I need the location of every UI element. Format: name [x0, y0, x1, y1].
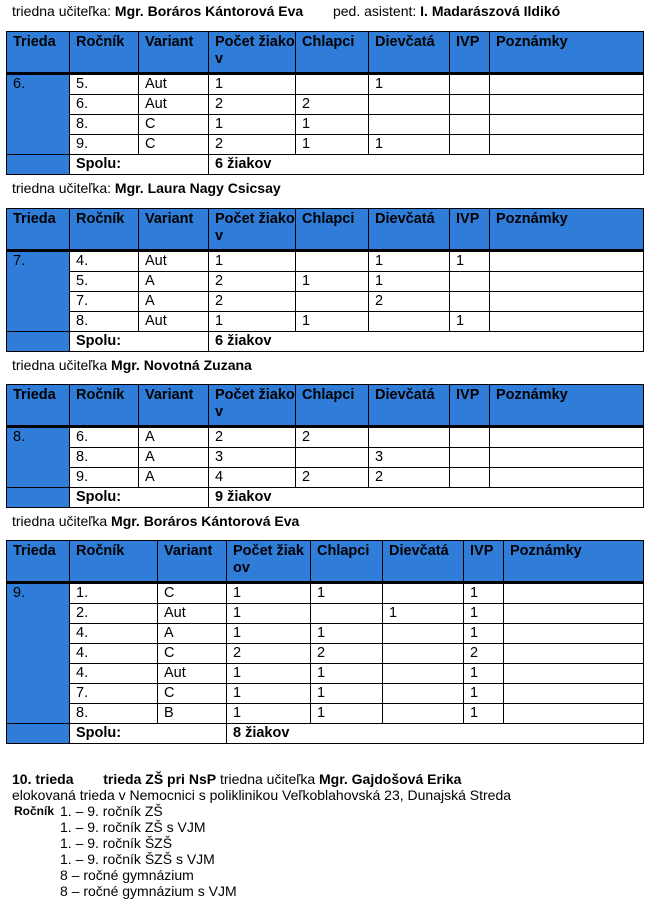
header-chlapci: Chlapci	[296, 209, 369, 251]
spolu-label: Spolu:	[70, 488, 209, 508]
trieda-type: trieda ZŠ pri NsP	[103, 771, 217, 787]
header-chlapci: Chlapci	[296, 32, 369, 74]
cell: 1	[464, 604, 504, 624]
cell: 8.	[70, 115, 139, 135]
cell	[450, 135, 490, 155]
header-row	[7, 209, 644, 251]
cell	[504, 664, 644, 684]
teacher-name: Mgr. Gajdošová Erika	[319, 771, 462, 787]
cell	[450, 272, 490, 292]
cell: Aut	[158, 604, 227, 624]
cell: 1	[464, 583, 504, 604]
blank-cell	[7, 488, 70, 508]
cell	[504, 604, 644, 624]
cell	[450, 292, 490, 312]
header-trieda: Trieda	[7, 209, 70, 251]
cell: 1	[369, 272, 450, 292]
cell: 1	[464, 684, 504, 704]
cell: Aut	[139, 95, 209, 115]
cell: 4	[209, 468, 296, 488]
cell: 8.	[70, 448, 139, 468]
cell: 1	[464, 624, 504, 644]
cell: 1	[209, 74, 296, 95]
spolu-total: 6 žiakov	[209, 155, 644, 175]
cell: C	[158, 583, 227, 604]
cell: 2	[209, 272, 296, 292]
cell: A	[139, 427, 209, 448]
blank-cell	[7, 332, 70, 352]
cell: Aut	[158, 664, 227, 684]
cell: 2	[296, 95, 369, 115]
table-row	[7, 664, 644, 684]
spolu-total: 8 žiakov	[227, 724, 644, 744]
header-poznamky: Poznámky	[490, 32, 644, 74]
header-rocnik: Ročník	[70, 209, 139, 251]
rocnik-label: Ročník	[14, 804, 55, 818]
header-row	[7, 541, 644, 583]
cell: B	[158, 704, 227, 724]
table-row	[7, 684, 644, 704]
total-row	[7, 155, 644, 175]
cell	[490, 427, 644, 448]
cell: 1	[227, 624, 311, 644]
cell: 6.	[70, 95, 139, 115]
table-row	[7, 644, 644, 664]
assistant-label: ped. asistent:	[332, 3, 417, 19]
header-poznamky: Poznámky	[490, 209, 644, 251]
header-ivp: IVP	[450, 32, 490, 74]
spolu-total: 9 žiakov	[209, 488, 644, 508]
cell: 1	[296, 312, 369, 332]
trieda-number: 10. trieda	[12, 771, 74, 787]
total-row	[7, 332, 644, 352]
teacher-label: triedna učiteľka	[12, 357, 108, 373]
table-row	[7, 95, 644, 115]
class-table-9	[6, 540, 644, 744]
cell	[490, 115, 644, 135]
header-poznamky: Poznámky	[490, 385, 644, 427]
table-row	[7, 251, 644, 272]
cell: 4.	[70, 624, 158, 644]
cell	[450, 448, 490, 468]
cell	[369, 312, 450, 332]
teacher-label: triedna učiteľka	[12, 513, 108, 529]
cell	[490, 292, 644, 312]
cell	[504, 644, 644, 664]
cell	[296, 251, 369, 272]
cell: 1	[296, 115, 369, 135]
header-ivp: IVP	[450, 209, 490, 251]
header-pocet: Počet žiakov	[209, 32, 296, 74]
cell	[490, 251, 644, 272]
header-dievcata: Dievčatá	[369, 32, 450, 74]
cell	[450, 95, 490, 115]
cell: 1.	[70, 583, 158, 604]
cell: 9.	[70, 135, 139, 155]
cell	[450, 468, 490, 488]
cell: 1	[383, 604, 464, 624]
header-ivp: IVP	[464, 541, 504, 583]
rocnik-list	[60, 803, 237, 899]
spolu-label: Spolu:	[70, 332, 209, 352]
cell: 2	[369, 468, 450, 488]
table-row	[7, 604, 644, 624]
header-pocet: Počet žiakov	[209, 385, 296, 427]
cell: 2	[296, 427, 369, 448]
cell	[296, 292, 369, 312]
cell	[369, 427, 450, 448]
header-variant: Variant	[139, 32, 209, 74]
header-dievcata: Dievčatá	[383, 541, 464, 583]
cell	[383, 624, 464, 644]
cell	[504, 704, 644, 724]
header-poznamky: Poznámky	[504, 541, 644, 583]
cell: 1	[369, 251, 450, 272]
table-row	[7, 115, 644, 135]
spolu-label: Spolu:	[70, 155, 209, 175]
teacher-label: triedna učiteľka	[219, 771, 316, 787]
spolu-total: 6 žiakov	[209, 332, 644, 352]
table-row	[7, 272, 644, 292]
class-table-8	[6, 384, 644, 508]
cell: 7.	[70, 292, 139, 312]
header-chlapci: Chlapci	[311, 541, 383, 583]
header-rocnik: Ročník	[70, 541, 158, 583]
class-10-heading	[12, 771, 461, 788]
cell: Aut	[139, 312, 209, 332]
cell: 1	[369, 74, 450, 95]
cell: 7.	[70, 684, 158, 704]
cell: 2	[209, 95, 296, 115]
cell	[490, 272, 644, 292]
cell: C	[158, 644, 227, 664]
cell: 2	[227, 644, 311, 664]
cell: A	[139, 468, 209, 488]
cell	[450, 115, 490, 135]
cell	[490, 95, 644, 115]
class-table-6	[6, 31, 644, 175]
cell	[490, 312, 644, 332]
cell	[369, 95, 450, 115]
teacher-name: Mgr. Boráros Kántorová Eva	[111, 513, 300, 529]
table-row	[7, 583, 644, 604]
cell: 8.	[70, 704, 158, 724]
class-table-7	[6, 208, 644, 352]
cell	[504, 624, 644, 644]
table-row	[7, 292, 644, 312]
caption-class-7	[12, 180, 281, 196]
list-item: 1. – 9. ročník ŠZŠ	[60, 835, 173, 851]
cell: C	[158, 684, 227, 704]
cell: 2	[209, 135, 296, 155]
cell	[490, 468, 644, 488]
header-variant: Variant	[139, 209, 209, 251]
cell: A	[139, 272, 209, 292]
cell: 1	[209, 115, 296, 135]
cell: 1	[450, 251, 490, 272]
cell	[490, 448, 644, 468]
list-item: 1. – 9. ročník ZŠ	[60, 803, 163, 819]
cell: 2.	[70, 604, 158, 624]
total-row	[7, 724, 644, 744]
cell	[383, 583, 464, 604]
header-dievcata: Dievčatá	[369, 209, 450, 251]
caption-class-8	[12, 357, 252, 373]
cell: 1	[311, 624, 383, 644]
cell: 1	[311, 704, 383, 724]
spolu-label: Spolu:	[70, 724, 227, 744]
blank-cell	[7, 724, 70, 744]
cell: 5.	[70, 74, 139, 95]
trieda-cell: 9.	[7, 583, 70, 724]
trieda-cell: 8.	[7, 427, 70, 488]
cell: 9.	[70, 468, 139, 488]
cell: A	[158, 624, 227, 644]
header-pocet: Počet žiakov	[227, 541, 311, 583]
header-variant: Variant	[158, 541, 227, 583]
cell	[450, 427, 490, 448]
table-row	[7, 74, 644, 95]
cell: 1	[227, 583, 311, 604]
header-rocnik: Ročník	[70, 385, 139, 427]
list-item: 1. – 9. ročník ŠZŠ s VJM	[60, 851, 215, 867]
table-row	[7, 468, 644, 488]
address-line: elokovaná trieda v Nemocnici s poliklinikou Veľkoblahovská 23, Dunajská Streda	[12, 787, 512, 803]
cell: 1	[209, 312, 296, 332]
header-row	[7, 385, 644, 427]
cell: 2	[209, 292, 296, 312]
cell: 1	[227, 684, 311, 704]
cell	[369, 115, 450, 135]
header-variant: Variant	[139, 385, 209, 427]
cell: 2	[369, 292, 450, 312]
list-item: 8 – ročné gymnázium s VJM	[60, 883, 237, 899]
header-row	[7, 32, 644, 74]
table-row	[7, 427, 644, 448]
cell	[490, 135, 644, 155]
cell: 2	[296, 468, 369, 488]
blank-cell	[7, 155, 70, 175]
list-item: 8 – ročné gymnázium	[60, 867, 194, 883]
cell: C	[139, 115, 209, 135]
cell	[504, 583, 644, 604]
cell: 1	[450, 312, 490, 332]
cell: Aut	[139, 74, 209, 95]
cell: 6.	[70, 427, 139, 448]
cell: 4.	[70, 664, 158, 684]
list-item: 1. – 9. ročník ZŠ s VJM	[60, 819, 206, 835]
cell: C	[139, 135, 209, 155]
assistant-name: I. Madarászová Ildikó	[420, 3, 561, 19]
cell: 1	[227, 704, 311, 724]
header-ivp: IVP	[450, 385, 490, 427]
table-row	[7, 704, 644, 724]
teacher-name: Mgr. Laura Nagy Csicsay	[114, 180, 281, 196]
table-row	[7, 624, 644, 644]
teacher-label: triedna učiteľka:	[12, 3, 112, 19]
cell	[490, 74, 644, 95]
teacher-name: Mgr. Boráros Kántorová Eva	[114, 3, 304, 19]
caption-class-6	[12, 3, 560, 19]
trieda-cell: 6.	[7, 74, 70, 155]
cell: 1	[227, 604, 311, 624]
cell	[383, 664, 464, 684]
cell	[383, 644, 464, 664]
caption-class-9	[12, 513, 299, 529]
header-trieda: Trieda	[7, 541, 70, 583]
cell: 5.	[70, 272, 139, 292]
cell: 2	[311, 644, 383, 664]
cell: 4.	[70, 251, 139, 272]
cell: 2	[464, 644, 504, 664]
trieda-cell: 7.	[7, 251, 70, 332]
cell: 8.	[70, 312, 139, 332]
cell	[311, 604, 383, 624]
header-rocnik: Ročník	[70, 32, 139, 74]
cell	[450, 74, 490, 95]
cell: Aut	[139, 251, 209, 272]
header-pocet: Počet žiakov	[209, 209, 296, 251]
header-dievcata: Dievčatá	[369, 385, 450, 427]
cell	[383, 684, 464, 704]
teacher-label: triedna učiteľka:	[12, 180, 112, 196]
cell: 2	[209, 427, 296, 448]
cell: 1	[296, 272, 369, 292]
cell: A	[139, 448, 209, 468]
cell	[383, 704, 464, 724]
cell	[504, 684, 644, 704]
table-row	[7, 135, 644, 155]
header-trieda: Trieda	[7, 385, 70, 427]
cell: A	[139, 292, 209, 312]
cell: 3	[209, 448, 296, 468]
header-chlapci: Chlapci	[296, 385, 369, 427]
cell: 1	[227, 664, 311, 684]
cell: 1	[464, 704, 504, 724]
cell: 4.	[70, 644, 158, 664]
cell: 3	[369, 448, 450, 468]
cell: 1	[209, 251, 296, 272]
cell	[296, 74, 369, 95]
cell: 1	[311, 583, 383, 604]
cell: 1	[311, 664, 383, 684]
cell: 1	[369, 135, 450, 155]
cell	[296, 448, 369, 468]
total-row	[7, 488, 644, 508]
teacher-name: Mgr. Novotná Zuzana	[111, 357, 252, 373]
table-row	[7, 312, 644, 332]
cell: 1	[296, 135, 369, 155]
table-row	[7, 448, 644, 468]
cell: 1	[464, 664, 504, 684]
cell: 1	[311, 684, 383, 704]
header-trieda: Trieda	[7, 32, 70, 74]
